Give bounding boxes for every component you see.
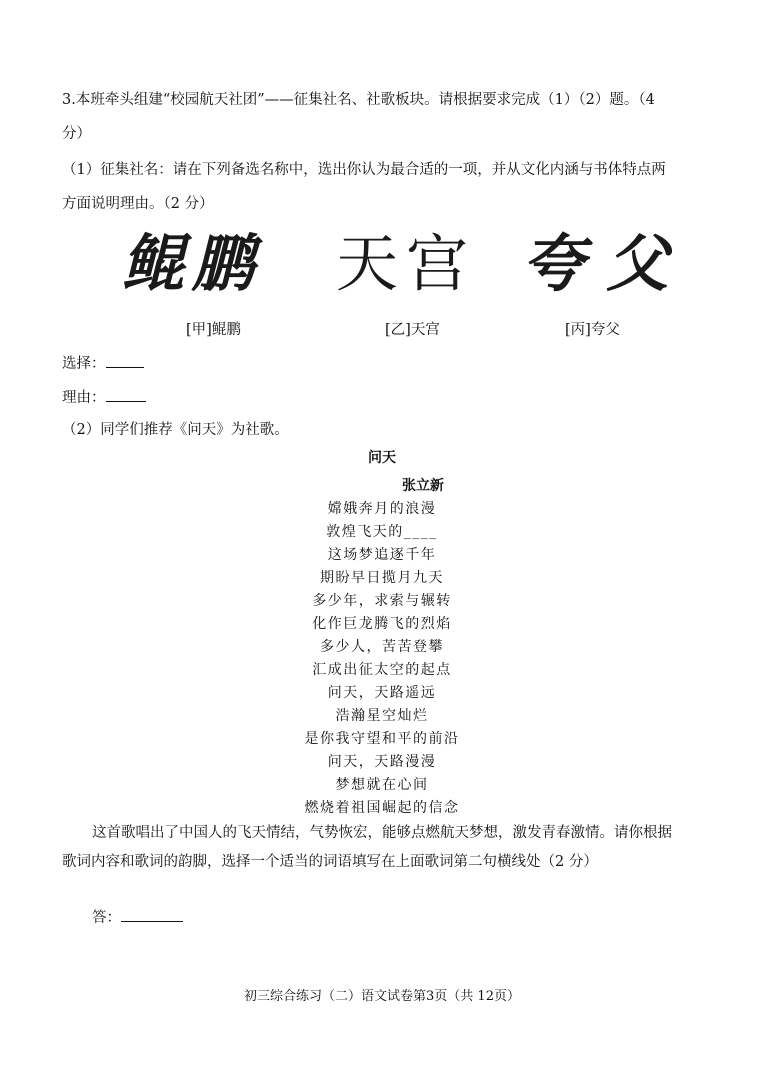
poem-line: 嫦娥奔月的浪漫 [327, 501, 437, 517]
poem-line: 敦煌飞天的____ [326, 524, 438, 540]
final-answer-label: 答： [92, 910, 121, 926]
calligraphy-yi: 天宫 [336, 227, 477, 300]
answer-row [92, 907, 183, 928]
choice-row [62, 353, 144, 374]
reason-blank[interactable] [106, 387, 146, 402]
question-intro-line2: 分） [62, 126, 91, 142]
reason-row [62, 387, 146, 408]
poem-line: 问天，天路遥远 [327, 685, 437, 701]
instruction-line1: 这首歌唱出了中国人的飞天情结，气势恢宏，能够点燃航天梦想，激发青春激情。请你根据 [92, 825, 672, 841]
instruction-line2: 歌词内容和歌词的韵脚，选择一个适当的词语填写在上面歌词第二句横线处（2 分） [62, 854, 598, 870]
part1-line1: （1）征集社名：请在下列备选名称中，选出你认为最合适的一项，并从文化内涵与书体特点两 [62, 162, 666, 178]
poem-title: 问天 [368, 450, 396, 466]
poem-line: 多少年，求索与辗转 [312, 593, 452, 609]
calligraphy-jia: 鲲鹏 [122, 227, 263, 300]
caption-jia: [甲]鲲鹏 [186, 322, 241, 338]
calligraphy-bing: 夸父 [522, 227, 691, 300]
caption-yi: [乙]天宫 [385, 322, 440, 338]
poem-line: 燃烧着祖国崛起的信念 [304, 800, 460, 816]
poem-author: 张立新 [402, 478, 444, 494]
question-intro-line1: 3.本班牵头组建“校园航天社团”——征集社名、社歌板块。请根据要求完成（1）（2）题。（4 [62, 92, 655, 108]
choice-label: 选择： [62, 356, 106, 372]
poem-line: 汇成出征太空的起点 [312, 662, 452, 678]
poem-line: 浩瀚星空灿烂 [335, 708, 429, 724]
choice-blank[interactable] [106, 353, 144, 368]
page-footer: 初三综合练习（二）语文试卷第3页（共 12页） [244, 989, 520, 1004]
poem-line: 梦想就在心间 [335, 777, 429, 793]
poem-line: 这场梦追逐千年 [327, 547, 437, 563]
final-answer-blank[interactable] [121, 907, 183, 922]
poem-line: 是你我守望和平的前沿 [304, 731, 460, 747]
reason-label: 理由： [62, 390, 106, 406]
caption-bing: [丙]夸父 [565, 322, 620, 338]
part2-intro: （2）同学们推荐《问天》为社歌。 [62, 422, 289, 438]
poem-line: 问天，天路漫漫 [327, 754, 437, 770]
poem-line: 期盼早日揽月九天 [320, 570, 444, 586]
part1-line2: 方面说明理由。（2 分） [62, 196, 214, 212]
poem-line: 化作巨龙腾飞的烈焰 [312, 616, 452, 632]
poem-line: 多少人，苦苦登攀 [320, 639, 444, 655]
